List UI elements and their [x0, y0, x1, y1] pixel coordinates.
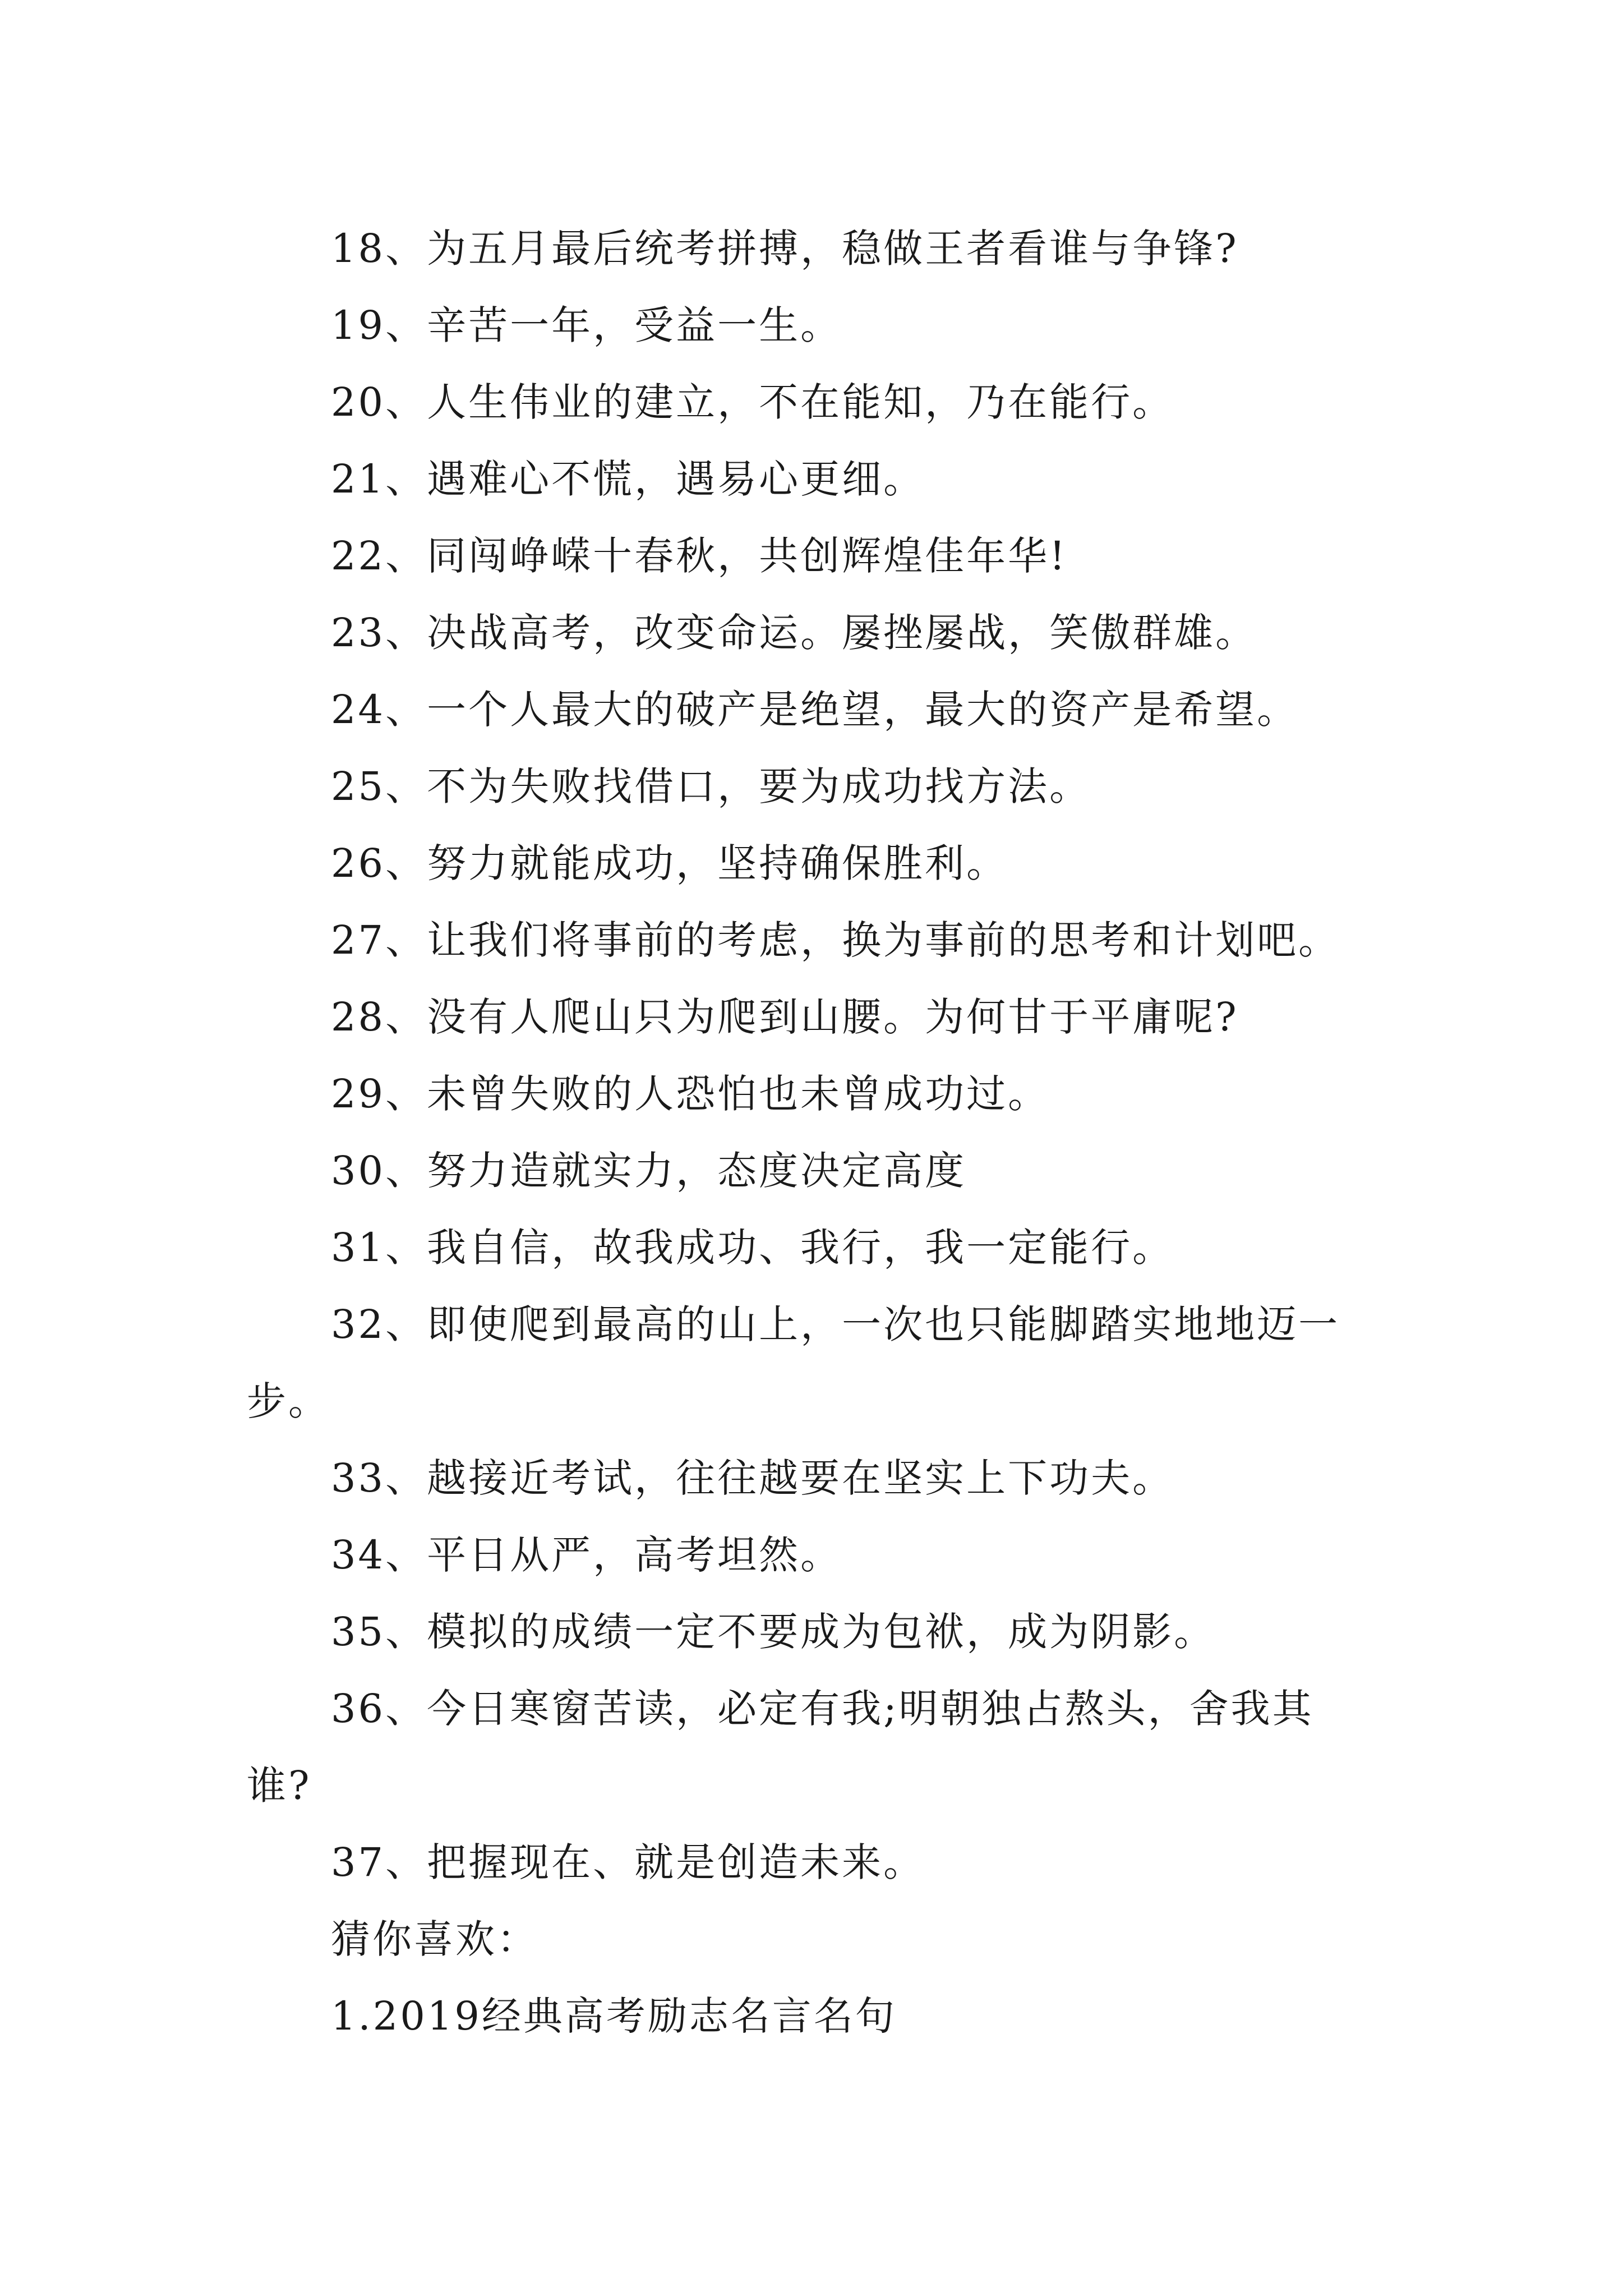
quote-line-26: 26、努力就能成功，坚持确保胜利。	[331, 840, 1008, 886]
quote-line-33: 33、越接近考试，往往越要在坚实上下功夫。	[331, 1455, 1174, 1501]
quote-line-32-continued: 步。	[247, 1378, 330, 1424]
quote-line-29: 29、未曾失败的人恐怕也未曾成功过。	[331, 1071, 1050, 1117]
quote-line-37: 37、把握现在、就是创造未来。	[331, 1839, 925, 1885]
quote-line-25: 25、不为失败找借口，要为成功找方法。	[331, 763, 1091, 809]
quote-line-28: 28、没有人爬山只为爬到山腰。为何甘于平庸呢?	[331, 994, 1239, 1040]
quote-line-20: 20、人生伟业的建立，不在能知，乃在能行。	[331, 379, 1174, 425]
document-body	[247, 210, 1408, 2055]
quote-line-18: 18、为五月最后统考拼搏，稳做王者看谁与争锋?	[331, 226, 1239, 272]
quote-line-36: 36、今日寒窗苦读，必定有我;明朝独占熬头，舍我其	[331, 1686, 1314, 1732]
quote-line-32: 32、即使爬到最高的山上，一次也只能脚踏实地地迈一	[331, 1301, 1340, 1347]
quote-line-21: 21、遇难心不慌，遇易心更细。	[331, 456, 925, 502]
quote-line-31: 31、我自信，故我成功、我行，我一定能行。	[331, 1225, 1174, 1271]
quote-line-30: 30、努力造就实力，态度决定高度	[331, 1148, 967, 1194]
quote-line-22: 22、同闯峥嵘十春秋，共创辉煌佳年华!	[331, 533, 1068, 579]
quote-line-24: 24、一个人最大的破产是绝望，最大的资产是希望。	[331, 687, 1299, 733]
quote-line-27: 27、让我们将事前的考虑，换为事前的思考和计划吧。	[331, 917, 1340, 963]
quote-line-35: 35、模拟的成绩一定不要成为包袱，成为阴影。	[331, 1609, 1216, 1655]
related-heading: 猜你喜欢：	[331, 1916, 538, 1962]
quote-line-19: 19、辛苦一年，受益一生。	[331, 302, 842, 348]
quote-line-34: 34、平日从严，高考坦然。	[331, 1532, 842, 1578]
related-link-1[interactable]: 1.2019经典高考励志名言名句	[331, 1993, 897, 2039]
quote-line-23: 23、决战高考，改变命运。屡挫屡战，笑傲群雄。	[331, 610, 1257, 656]
quote-line-36-continued: 谁?	[247, 1763, 312, 1809]
